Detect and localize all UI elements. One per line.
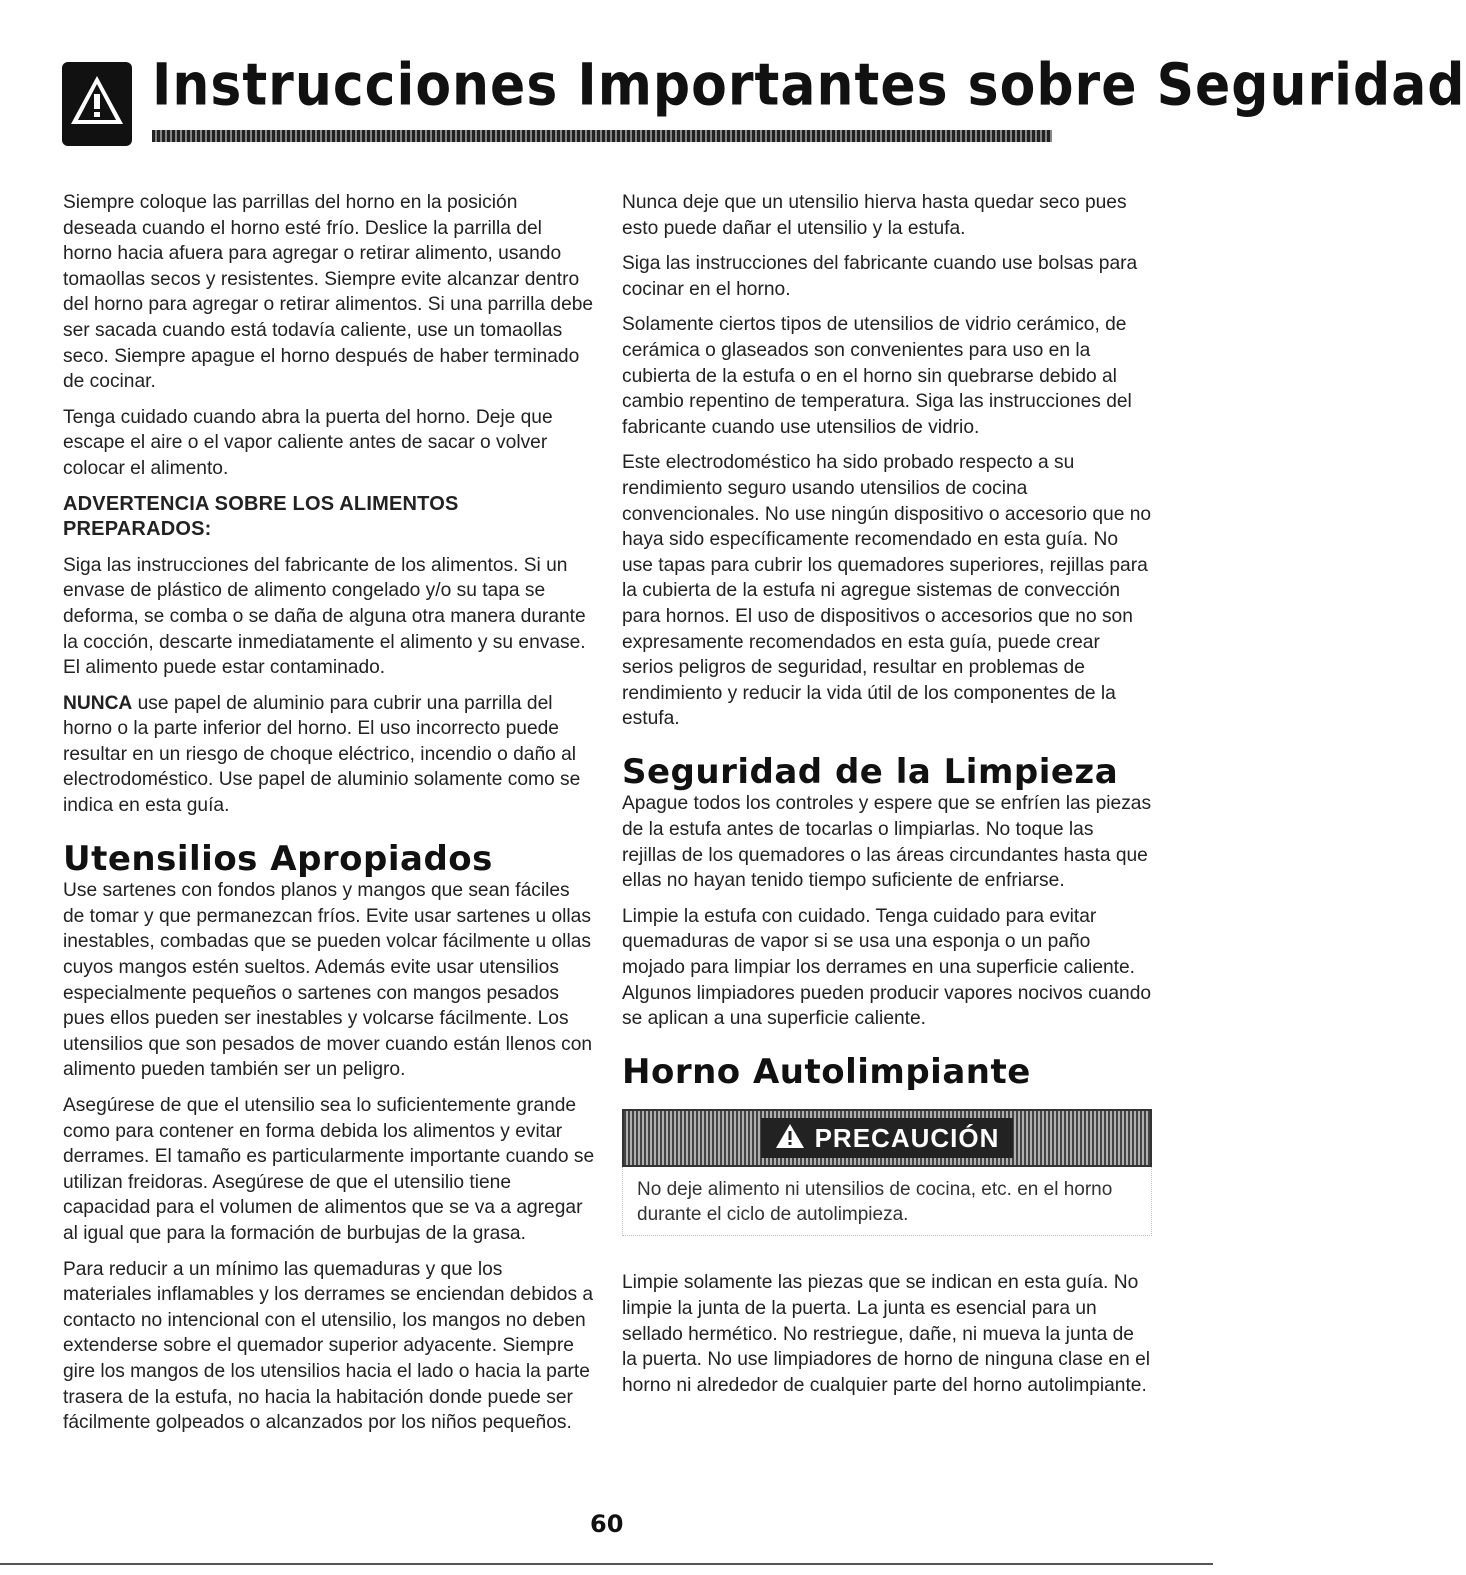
bottom-rule <box>0 1563 1213 1565</box>
paragraph: Siga las instrucciones del fabricante cuando use bolsas para cocinar en el horno. <box>622 253 1138 300</box>
section-heading-horno: Horno Autolimpiante <box>622 1051 1031 1092</box>
page-number: 60 <box>590 1510 624 1538</box>
caution-label: PRECAUCIÓN <box>814 1122 1000 1153</box>
paragraph: Limpie la estufa con cuidado. Tenga cuidado para evitar quemaduras de vapor si se usa una esponja o un paño mojado para limpiar los derrames en una superficie caliente. Algunos limpiadores pueden producir vapores nocivos cuando se aplican a una superficie caliente. <box>622 905 1152 1030</box>
warning-triangle-icon <box>775 1123 805 1154</box>
paragraph: Para reducir a un mínimo las quemaduras y que los materiales inflamables y los derrames se enciendan debidos a contacto no intencional con el utensilio, los mangos no deben extenderse sobre el quemador superior adyacente. Siempre gire los mangos de los utensilios hacia el lado o hacia la parte trasera de la estufa, no hacia la habitación donde puede ser fácilmente golpeados o alcanzados por los niños pequeños. <box>63 1258 594 1434</box>
paragraph: Asegúrese de que el utensilio sea lo suficientemente grande como para contener en forma debida los alimentos y evitar derrames. El tamaño es particularmente importante cuando se utilizan freidoras. Asegúrese de que el utensilio tiene capacidad para el volumen de alimentos que se va a agregar al igual que para la formación de burbujas de la grasa. <box>63 1095 595 1244</box>
section-heading-utensilios: Utensilios Apropiados <box>63 838 493 879</box>
caution-banner <box>622 1109 1152 1167</box>
title-underline <box>152 130 1052 142</box>
paragraph: Nunca deje que un utensilio hierva hasta quedar seco pues esto puede dañar el utensilio y la estufa. <box>622 192 1127 239</box>
paragraph: Use sartenes con fondos planos y mangos que sean fáciles de tomar y que permanezcan fríos. Evite usar sartenes u ollas inestables, combadas que se pueden volcar fácilmente u ollas cuyos mangos estén sueltos. Además evite usar utensilios especialmente pequeños o sartenes con mangos pesados pues ellos pueden ser inestables y volcarse fácilmente. Los utensilios que son pesados de mover cuando están llenos con alimento pueden también ser un peligro. <box>63 880 593 1081</box>
caution-label-box <box>761 1118 1014 1158</box>
paragraph: Este electrodoméstico ha sido probado respecto a su rendimiento seguro usando utensilios de cocina convencionales. No use ningún dispositivo o accesorio que no haya sido específicamente recomendado en esta guía. No use tapas para cubrir los quemadores superiores, rejillas para la cubierta de la estufa ni agregue sistemas de convección para hornos. El uso de dispositivos o accesorios que no son expresamente recomendados en esta guía, puede crear serios peligros de seguridad, resultar en problemas de rendimiento y reducir la vida útil de los componentes de la estufa. <box>622 452 1152 730</box>
caution-text: No deje alimento ni utensilios de cocina, etc. en el horno durante el ciclo de autolimpieza. <box>622 1167 1152 1236</box>
page-header <box>62 52 1466 152</box>
paragraph: Apague todos los controles y espere que se enfríen las piezas de la estufa antes de tocarlas o limpiarlas. No toque las rejillas de los quemadores o las áreas circundantes hasta que ellas no hayan tenido tiempo suficiente de enfriarse. <box>622 793 1152 892</box>
food-warning-heading: ADVERTENCIA SOBRE LOS ALIMENTOS PREPARADOS: <box>63 492 459 541</box>
right-column <box>622 190 1152 1408</box>
paragraph: Solamente ciertos tipos de utensilios de vidrio cerámico, de cerámica o glaseados son convenientes para uso en la cubierta de la estufa o en el horno sin quebrarse debido al cambio repentino de temperatura. Siga las instrucciones del fabricante cuando use utensilios de vidrio. <box>622 314 1132 438</box>
caution-box <box>622 1109 1152 1236</box>
warning-triangle-icon <box>62 62 132 146</box>
paragraph: Tenga cuidado cuando abra la puerta del horno. Deje que escape el aire o el vapor caliente antes de sacar o volver colocar el alimento. <box>63 406 553 479</box>
left-column <box>63 190 595 1446</box>
paragraph <box>63 691 595 819</box>
nunca-emphasis: NUNCA <box>63 692 133 714</box>
section-heading-limpieza: Seguridad de la Limpieza <box>622 751 1119 792</box>
paragraph-text: use papel de aluminio para cubrir una parrilla del horno o la parte inferior del horno. El uso incorrecto puede resultar en un riesgo de choque eléctrico, incendio o daño al electrodoméstico. Use papel de aluminio solamente como se indica en esta guía. <box>63 692 581 817</box>
paragraph: Siempre coloque las parrillas del horno en la posición deseada cuando el horno esté frío. Deslice la parrilla del horno hacia afuera para agregar o retirar alimento, usando tomaollas secos y resistentes. Siempre evite alcanzar dentro del horno para agregar o retirar alimentos. Si una parrilla debe ser sacada cuando está todavía caliente, use un tomaollas seco. Siempre apague el horno después de haber terminado de cocinar. <box>63 192 594 393</box>
paragraph: Siga las instrucciones del fabricante de los alimentos. Si un envase de plástico de alimento congelado y/o su tapa se deforma, se comba o se daña de alguna otra manera durante la cocción, descarte inmediatamente el alimento y su envase. El alimento puede estar contaminado. <box>63 554 586 679</box>
page-title: Instrucciones Importantes sobre Seguridad <box>152 52 1466 120</box>
paragraph: Limpie solamente las piezas que se indican en esta guía. No limpie la junta de la puerta. La junta es esencial para un sellado hermético. No restriegue, dañe, ni mueva la junta de la puerta. No use limpiadores de horno de ninguna clase en el horno ni alrededor de cualquier parte del horno autolimpiante. <box>622 1272 1151 1396</box>
